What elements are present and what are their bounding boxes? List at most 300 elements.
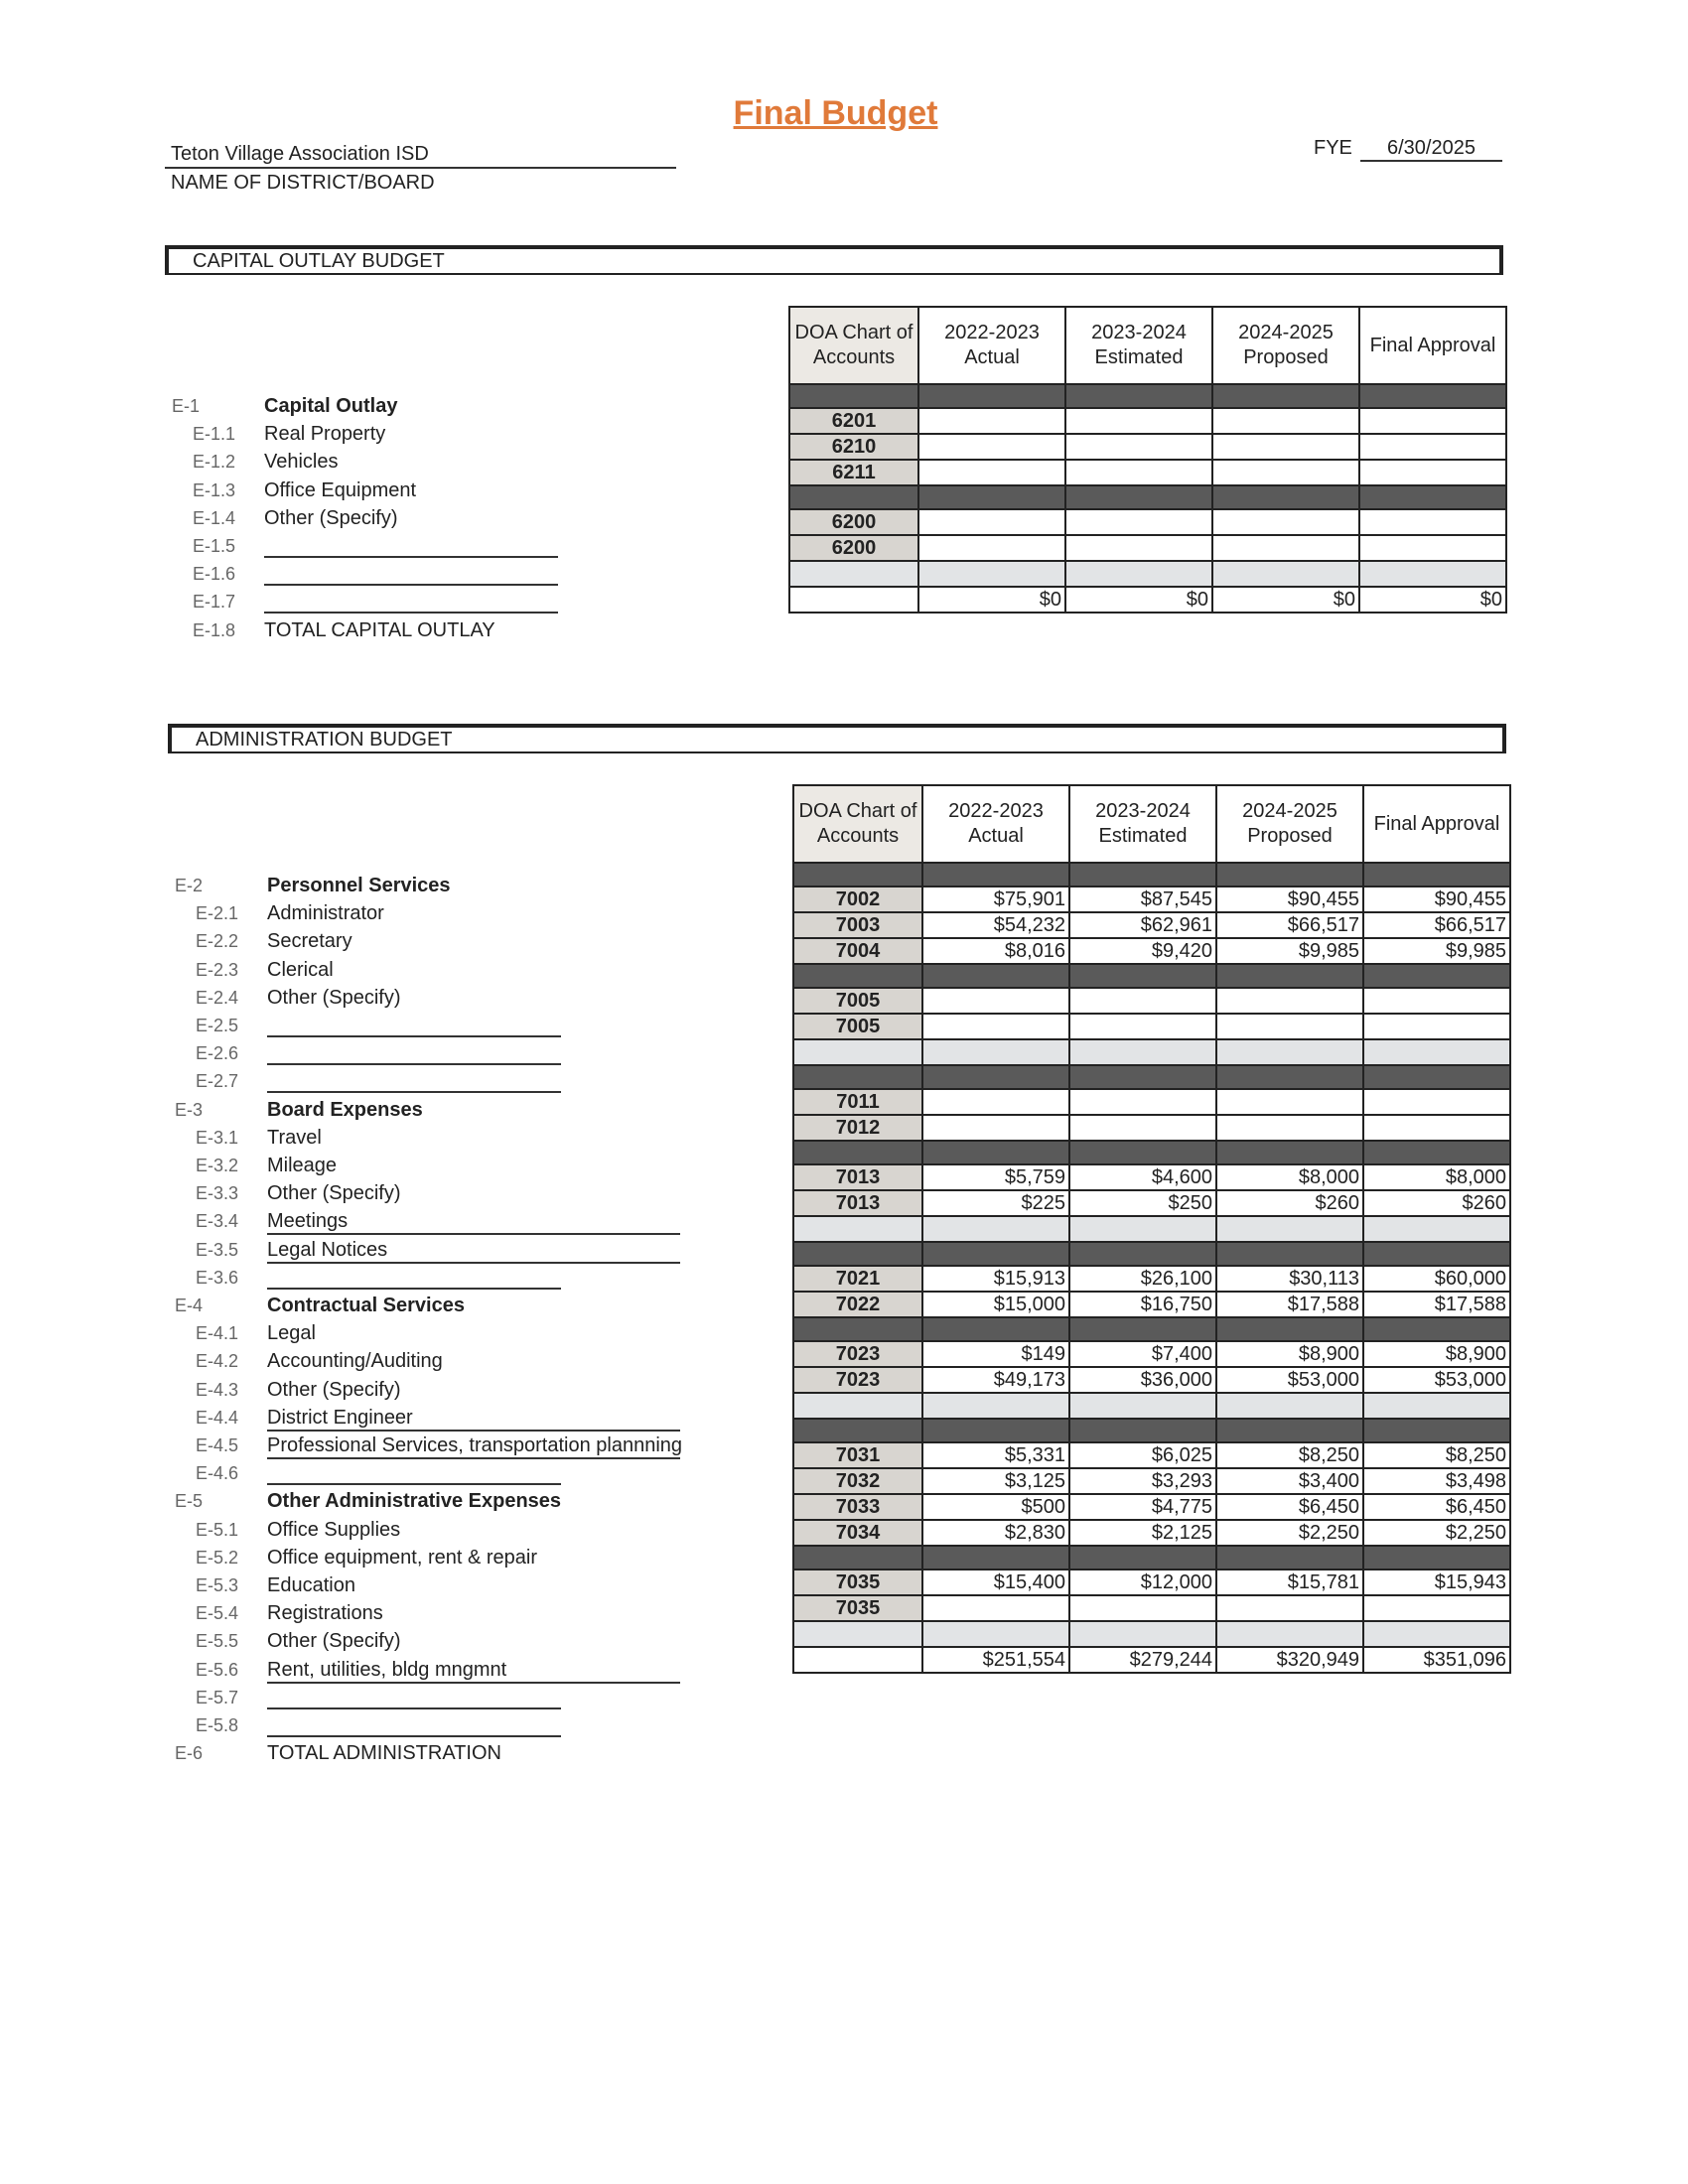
table-row — [793, 1367, 1510, 1393]
blank-cell — [1363, 1621, 1510, 1647]
line-item-label: Registrations — [267, 1602, 383, 1625]
blank-specify-line — [267, 1288, 561, 1290]
doa-header: DOA Chart of Accounts — [793, 785, 922, 863]
separator-cell — [793, 1242, 922, 1266]
table-row — [793, 1494, 1510, 1520]
blank-cell — [922, 1039, 1069, 1065]
separator-cell — [1212, 384, 1359, 408]
line-code: E-2.7 — [196, 1071, 239, 1092]
line-code: E-3 — [175, 1099, 204, 1120]
table-row — [793, 1190, 1510, 1216]
value-2024-2025: $320,949 — [1216, 1647, 1363, 1673]
separator-cell — [1069, 863, 1216, 887]
value-2024-2025: $8,000 — [1216, 1164, 1363, 1190]
blank-specify-line — [267, 1063, 561, 1065]
value-2022-2023 — [922, 1014, 1069, 1039]
table-row — [789, 509, 1506, 535]
value-2023-2024: $0 — [1065, 587, 1212, 613]
account-code: 6210 — [789, 434, 918, 460]
line-code: E-2.2 — [196, 931, 239, 952]
line-code: E-2.3 — [196, 959, 239, 980]
value-final-approval — [1363, 1595, 1510, 1621]
value-2024-2025: $0 — [1212, 587, 1359, 613]
value-2022-2023: $500 — [922, 1494, 1069, 1520]
separator-cell — [922, 1141, 1069, 1164]
separator-cell — [793, 1141, 922, 1164]
capital-outlay-table — [788, 306, 1507, 614]
value-2023-2024 — [1065, 509, 1212, 535]
separator-row — [789, 485, 1506, 509]
value-2024-2025: $90,455 — [1216, 887, 1363, 912]
value-2023-2024 — [1069, 1089, 1216, 1115]
blank-cell — [789, 561, 918, 587]
total-row — [789, 587, 1506, 613]
blank-cell — [793, 1216, 922, 1242]
separator-cell — [1363, 1546, 1510, 1570]
table-row — [793, 938, 1510, 964]
table-row — [793, 912, 1510, 938]
value-final-approval: $8,000 — [1363, 1164, 1510, 1190]
separator-cell — [922, 1242, 1069, 1266]
separator-cell — [793, 964, 922, 988]
line-code: E-4 — [175, 1296, 204, 1315]
value-2023-2024: $2,125 — [1069, 1520, 1216, 1546]
table-row — [793, 1595, 1510, 1621]
line-code: E-5.1 — [196, 1519, 239, 1540]
value-final-approval — [1359, 434, 1506, 460]
value-2022-2023: $5,331 — [922, 1442, 1069, 1468]
blank-cell — [1065, 561, 1212, 587]
value-2022-2023 — [918, 535, 1065, 561]
line-code: E-1.5 — [193, 536, 236, 556]
value-2024-2025 — [1212, 535, 1359, 561]
separator-cell — [1069, 1317, 1216, 1341]
value-final-approval — [1359, 509, 1506, 535]
line-item-label: Legal Notices — [267, 1236, 680, 1264]
blank-cell — [922, 1621, 1069, 1647]
line-code: E-1.7 — [193, 592, 236, 613]
value-2023-2024: $12,000 — [1069, 1570, 1216, 1595]
separator-cell — [1216, 1317, 1363, 1341]
separator-cell — [1065, 485, 1212, 509]
table-row — [793, 1014, 1510, 1039]
line-item-label: Other Administrative Expenses — [267, 1490, 562, 1513]
table-row — [793, 1292, 1510, 1317]
value-2023-2024 — [1065, 408, 1212, 434]
line-code: E-5.7 — [196, 1687, 239, 1707]
value-2022-2023 — [918, 408, 1065, 434]
value-2024-2025 — [1216, 1089, 1363, 1115]
line-code: E-3.2 — [196, 1156, 239, 1175]
line-item-label: Clerical — [267, 958, 334, 981]
line-code: E-5 — [175, 1491, 204, 1512]
line-code: E-5.6 — [196, 1659, 239, 1680]
table-row — [793, 1115, 1510, 1141]
value-2024-2025: $2,250 — [1216, 1520, 1363, 1546]
line-code: E-4.2 — [196, 1351, 239, 1372]
value-final-approval: $17,588 — [1363, 1292, 1510, 1317]
value-final-approval: $8,900 — [1363, 1341, 1510, 1367]
value-2023-2024: $9,420 — [1069, 938, 1216, 964]
account-code: 7005 — [793, 988, 922, 1014]
separator-cell — [793, 1546, 922, 1570]
value-2023-2024 — [1065, 434, 1212, 460]
separator-row — [793, 1546, 1510, 1570]
value-2023-2024: $36,000 — [1069, 1367, 1216, 1393]
separator-cell — [1216, 1242, 1363, 1266]
capital-outlay-section-title: CAPITAL OUTLAY BUDGET — [193, 250, 445, 272]
value-2024-2025 — [1212, 434, 1359, 460]
separator-cell — [1363, 1419, 1510, 1442]
value-2023-2024: $279,244 — [1069, 1647, 1216, 1673]
blank-cell — [793, 1039, 922, 1065]
line-item-label: Other (Specify) — [267, 1378, 401, 1401]
line-item-label: TOTAL ADMINISTRATION — [267, 1742, 501, 1765]
value-2022-2023: $15,400 — [922, 1570, 1069, 1595]
district-underline — [165, 167, 676, 169]
blank-row — [789, 561, 1506, 587]
line-code: E-4.6 — [196, 1463, 239, 1484]
line-item-label: Education — [267, 1574, 355, 1596]
value-2022-2023: $75,901 — [922, 887, 1069, 912]
line-item-label: Other (Specify) — [267, 1182, 401, 1205]
value-2023-2024: $26,100 — [1069, 1266, 1216, 1292]
separator-cell — [1363, 1242, 1510, 1266]
value-2024-2025 — [1216, 1014, 1363, 1039]
blank-cell — [1216, 1621, 1363, 1647]
account-code: 7033 — [793, 1494, 922, 1520]
value-2022-2023 — [922, 1595, 1069, 1621]
value-final-approval: $2,250 — [1363, 1520, 1510, 1546]
line-item-label: Office Supplies — [267, 1518, 401, 1541]
line-item-label: Board Expenses — [267, 1098, 423, 1121]
line-code: E-3.5 — [196, 1239, 239, 1260]
doa-header: DOA Chart of Accounts — [789, 307, 918, 384]
value-2023-2024: $6,025 — [1069, 1442, 1216, 1468]
line-item-label: Secretary — [267, 930, 352, 953]
line-code: E-1.6 — [193, 564, 236, 585]
line-code: E-3.4 — [196, 1211, 239, 1232]
separator-cell — [1216, 1065, 1363, 1089]
value-2022-2023: $49,173 — [922, 1367, 1069, 1393]
value-2022-2023: $149 — [922, 1341, 1069, 1367]
value-final-approval: $66,517 — [1363, 912, 1510, 938]
line-code: E-3.6 — [196, 1267, 239, 1288]
line-item-label: Legal — [267, 1322, 316, 1345]
value-final-approval — [1359, 535, 1506, 561]
account-code: 7004 — [793, 938, 922, 964]
account-code: 7031 — [793, 1442, 922, 1468]
separator-row — [789, 384, 1506, 408]
account-code: 7011 — [793, 1089, 922, 1115]
value-2022-2023: $15,000 — [922, 1292, 1069, 1317]
col-2022-2023-header: 2022-2023 Actual — [922, 785, 1069, 863]
value-final-approval: $90,455 — [1363, 887, 1510, 912]
blank-cell — [918, 561, 1065, 587]
value-2022-2023: $0 — [918, 587, 1065, 613]
account-code: 7013 — [793, 1164, 922, 1190]
value-2024-2025: $30,113 — [1216, 1266, 1363, 1292]
value-2024-2025: $53,000 — [1216, 1367, 1363, 1393]
value-2022-2023 — [918, 509, 1065, 535]
line-item-label: Professional Services, transportation plannning — [267, 1432, 680, 1459]
line-item-label: Accounting/Auditing — [267, 1350, 443, 1373]
value-2024-2025: $6,450 — [1216, 1494, 1363, 1520]
value-2022-2023: $3,125 — [922, 1468, 1069, 1494]
value-final-approval: $3,498 — [1363, 1468, 1510, 1494]
final-approval-header: Final Approval — [1363, 785, 1510, 863]
line-code: E-1.8 — [193, 619, 236, 640]
separator-cell — [1069, 1546, 1216, 1570]
value-2024-2025 — [1216, 988, 1363, 1014]
value-final-approval: $351,096 — [1363, 1647, 1510, 1673]
line-code: E-1.4 — [193, 507, 236, 528]
account-code: 7013 — [793, 1190, 922, 1216]
line-item-label: Capital Outlay — [264, 395, 398, 417]
capital-outlay-section-bar — [165, 245, 1503, 275]
value-2023-2024: $4,775 — [1069, 1494, 1216, 1520]
col-2022-2023-header: 2022-2023 Actual — [918, 307, 1065, 384]
line-item-label: Travel — [267, 1126, 322, 1149]
value-final-approval: $0 — [1359, 587, 1506, 613]
blank-cell — [922, 1393, 1069, 1419]
line-item-label: Other (Specify) — [264, 506, 398, 529]
account-code: 7023 — [793, 1367, 922, 1393]
total-row — [793, 1647, 1510, 1673]
line-code: E-1.2 — [193, 452, 236, 473]
separator-cell — [1212, 485, 1359, 509]
value-2023-2024 — [1069, 988, 1216, 1014]
value-final-approval: $60,000 — [1363, 1266, 1510, 1292]
separator-cell — [789, 384, 918, 408]
line-code: E-5.4 — [196, 1603, 239, 1624]
separator-cell — [1216, 1141, 1363, 1164]
blank-specify-line — [267, 1035, 561, 1037]
separator-cell — [1069, 1242, 1216, 1266]
line-code: E-1.1 — [193, 424, 236, 445]
blank-cell — [1363, 1393, 1510, 1419]
fye-label: FYE — [1314, 137, 1352, 159]
value-2022-2023 — [922, 1115, 1069, 1141]
blank-cell — [922, 1216, 1069, 1242]
separator-cell — [922, 964, 1069, 988]
value-2022-2023: $5,759 — [922, 1164, 1069, 1190]
value-2022-2023 — [922, 1089, 1069, 1115]
value-2022-2023: $251,554 — [922, 1647, 1069, 1673]
separator-cell — [1359, 384, 1506, 408]
value-2024-2025 — [1212, 509, 1359, 535]
value-final-approval: $9,985 — [1363, 938, 1510, 964]
separator-cell — [1216, 964, 1363, 988]
value-final-approval: $15,943 — [1363, 1570, 1510, 1595]
separator-cell — [793, 1419, 922, 1442]
table-row — [793, 988, 1510, 1014]
line-code: E-4.5 — [196, 1435, 239, 1455]
col-2024-2025-header: 2024-2025 Proposed — [1216, 785, 1363, 863]
blank-cell — [1216, 1393, 1363, 1419]
administration-section-bar — [168, 724, 1506, 753]
blank-cell — [1069, 1039, 1216, 1065]
separator-cell — [1363, 1141, 1510, 1164]
separator-cell — [1216, 1546, 1363, 1570]
value-2024-2025: $9,985 — [1216, 938, 1363, 964]
account-code — [789, 587, 918, 613]
account-code: 7003 — [793, 912, 922, 938]
value-2024-2025: $66,517 — [1216, 912, 1363, 938]
blank-cell — [1359, 561, 1506, 587]
value-2024-2025: $260 — [1216, 1190, 1363, 1216]
value-final-approval: $8,250 — [1363, 1442, 1510, 1468]
value-2023-2024 — [1069, 1014, 1216, 1039]
value-2024-2025 — [1212, 408, 1359, 434]
separator-cell — [1359, 485, 1506, 509]
line-code: E-2.6 — [196, 1043, 239, 1064]
value-final-approval — [1359, 460, 1506, 485]
separator-cell — [922, 1065, 1069, 1089]
blank-cell — [1216, 1216, 1363, 1242]
value-2024-2025: $8,250 — [1216, 1442, 1363, 1468]
separator-cell — [1069, 1419, 1216, 1442]
line-item-label: Office equipment, rent & repair — [267, 1546, 537, 1569]
value-2022-2023 — [918, 434, 1065, 460]
line-code: E-3.1 — [196, 1127, 239, 1148]
line-item-label: Other (Specify) — [267, 986, 401, 1009]
final-approval-header: Final Approval — [1359, 307, 1506, 384]
separator-row — [793, 1242, 1510, 1266]
value-2023-2024: $4,600 — [1069, 1164, 1216, 1190]
line-code: E-3.3 — [196, 1183, 239, 1204]
account-code: 7021 — [793, 1266, 922, 1292]
separator-cell — [1069, 964, 1216, 988]
value-final-approval — [1363, 1014, 1510, 1039]
value-2022-2023 — [918, 460, 1065, 485]
blank-cell — [793, 1621, 922, 1647]
value-2022-2023: $8,016 — [922, 938, 1069, 964]
blank-specify-line — [267, 1735, 561, 1737]
separator-cell — [1363, 964, 1510, 988]
blank-specify-line — [267, 1483, 561, 1485]
account-code: 6211 — [789, 460, 918, 485]
separator-cell — [922, 1419, 1069, 1442]
blank-row — [793, 1393, 1510, 1419]
blank-specify-line — [264, 556, 558, 558]
blank-row — [793, 1216, 1510, 1242]
blank-specify-line — [264, 612, 558, 614]
col-2023-2024-header: 2023-2024 Estimated — [1065, 307, 1212, 384]
separator-cell — [1069, 1141, 1216, 1164]
line-code: E-2.4 — [196, 987, 239, 1008]
separator-cell — [793, 863, 922, 887]
admin-table-header-row — [793, 785, 1510, 863]
table-row — [793, 1341, 1510, 1367]
blank-row — [793, 1621, 1510, 1647]
account-code: 7012 — [793, 1115, 922, 1141]
line-item-label: Real Property — [264, 423, 386, 446]
blank-cell — [1216, 1039, 1363, 1065]
line-item-label: Other (Specify) — [267, 1630, 401, 1653]
value-2023-2024 — [1065, 460, 1212, 485]
line-item-label: District Engineer — [267, 1404, 680, 1432]
table-row — [793, 1266, 1510, 1292]
separator-cell — [922, 863, 1069, 887]
line-code: E-4.3 — [196, 1379, 239, 1400]
value-final-approval — [1363, 1115, 1510, 1141]
blank-cell — [793, 1393, 922, 1419]
administration-table — [792, 784, 1511, 1674]
separator-cell — [793, 1065, 922, 1089]
account-code: 7035 — [793, 1570, 922, 1595]
value-final-approval: $260 — [1363, 1190, 1510, 1216]
value-2023-2024: $3,293 — [1069, 1468, 1216, 1494]
line-item-label: TOTAL CAPITAL OUTLAY — [264, 618, 495, 641]
line-code: E-5.5 — [196, 1631, 239, 1652]
separator-cell — [1216, 1419, 1363, 1442]
table-row — [793, 1442, 1510, 1468]
separator-cell — [1363, 1065, 1510, 1089]
separator-row — [793, 1419, 1510, 1442]
value-2024-2025: $15,781 — [1216, 1570, 1363, 1595]
separator-cell — [789, 485, 918, 509]
line-code: E-5.8 — [196, 1715, 239, 1735]
separator-row — [793, 1141, 1510, 1164]
line-code: E-1.3 — [193, 479, 236, 500]
blank-cell — [1069, 1621, 1216, 1647]
separator-row — [793, 1317, 1510, 1341]
value-final-approval — [1363, 1089, 1510, 1115]
value-2022-2023: $225 — [922, 1190, 1069, 1216]
line-code: E-1 — [172, 396, 201, 416]
value-2024-2025: $3,400 — [1216, 1468, 1363, 1494]
separator-cell — [1069, 1065, 1216, 1089]
table-row — [793, 1164, 1510, 1190]
value-2023-2024 — [1069, 1115, 1216, 1141]
value-2022-2023: $2,830 — [922, 1520, 1069, 1546]
account-code — [793, 1647, 922, 1673]
line-code: E-2.5 — [196, 1016, 239, 1035]
value-2024-2025 — [1216, 1115, 1363, 1141]
line-item-label: Rent, utilities, bldg mngmnt — [267, 1656, 680, 1684]
value-final-approval: $53,000 — [1363, 1367, 1510, 1393]
account-code: 6201 — [789, 408, 918, 434]
account-code: 7035 — [793, 1595, 922, 1621]
capital-table-header-row — [789, 307, 1506, 384]
account-code: 7023 — [793, 1341, 922, 1367]
value-final-approval — [1363, 988, 1510, 1014]
separator-cell — [1216, 863, 1363, 887]
line-code: E-2.1 — [196, 903, 239, 924]
separator-cell — [918, 384, 1065, 408]
value-2022-2023: $15,913 — [922, 1266, 1069, 1292]
table-row — [793, 1468, 1510, 1494]
value-2023-2024: $87,545 — [1069, 887, 1216, 912]
value-2023-2024: $7,400 — [1069, 1341, 1216, 1367]
separator-cell — [1363, 1317, 1510, 1341]
account-code: 7005 — [793, 1014, 922, 1039]
blank-cell — [1363, 1216, 1510, 1242]
line-item-label: Mileage — [267, 1155, 338, 1176]
separator-row — [793, 1065, 1510, 1089]
line-code: E-4.1 — [196, 1323, 239, 1344]
line-code: E-5.3 — [196, 1575, 239, 1595]
account-code: 7032 — [793, 1468, 922, 1494]
table-row — [789, 460, 1506, 485]
blank-specify-line — [267, 1091, 561, 1093]
fye-value: 6/30/2025 — [1360, 137, 1502, 162]
account-code: 7002 — [793, 887, 922, 912]
line-item-label: Administrator — [267, 902, 384, 925]
value-2024-2025 — [1216, 1595, 1363, 1621]
table-row — [789, 408, 1506, 434]
